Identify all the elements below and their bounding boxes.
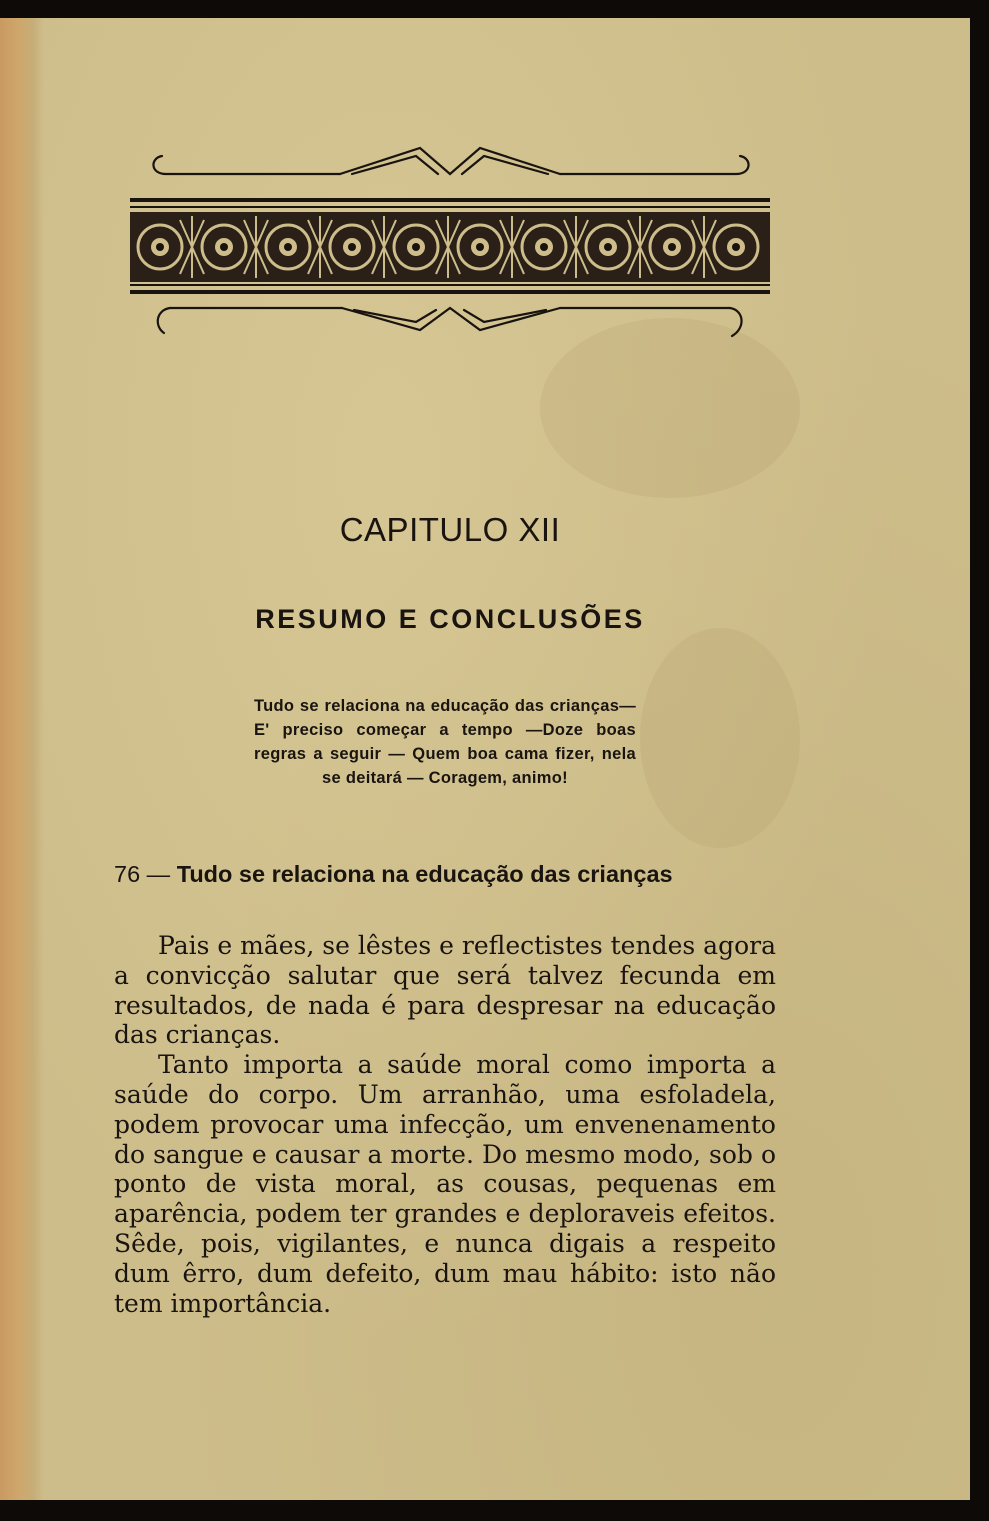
body-text — [114, 931, 776, 1318]
page-spine-edge — [0, 18, 44, 1500]
chapter-summary: Tudo se relaciona na educação das crianças—E' preciso começar a tempo —Doze boas regras a seguir — Quem boa cama fizer, nela se deitará — Coragem, animo! — [254, 697, 636, 787]
book-page — [0, 18, 970, 1500]
section-number: 76 — — [114, 861, 171, 887]
decorative-header-ornament — [120, 128, 780, 358]
chapter-number: CAPITULO XII — [339, 511, 561, 548]
paragraph: Tanto importa a saúde moral como importa a saúde do corpo. Um arranhão, uma esfoladela, podem provocar uma infecção, um envenenamento do sangue e causar a morte. Do mesmo modo, sob o ponto de vista moral, as cousas, pequenas em aparência, podem ter grandes e deploraveis efeitos. Sêde, pois, vigilantes, e nunca digais a respeito dum êrro, dum defeito, dum mau hábito: isto não tem importância. — [114, 1050, 776, 1318]
paragraph: Pais e mães, se lêstes e reflectistes tendes agora a convicção salutar que será talvez fecunda em resultados, de nada é para despresar na educação das crianças. — [114, 931, 776, 1050]
section-heading — [114, 861, 794, 888]
chapter-title: RESUMO E CONCLUSÕES — [255, 604, 645, 634]
section-title: Tudo se relaciona na educação das crianças — [176, 861, 673, 887]
paper-stain — [640, 628, 800, 848]
